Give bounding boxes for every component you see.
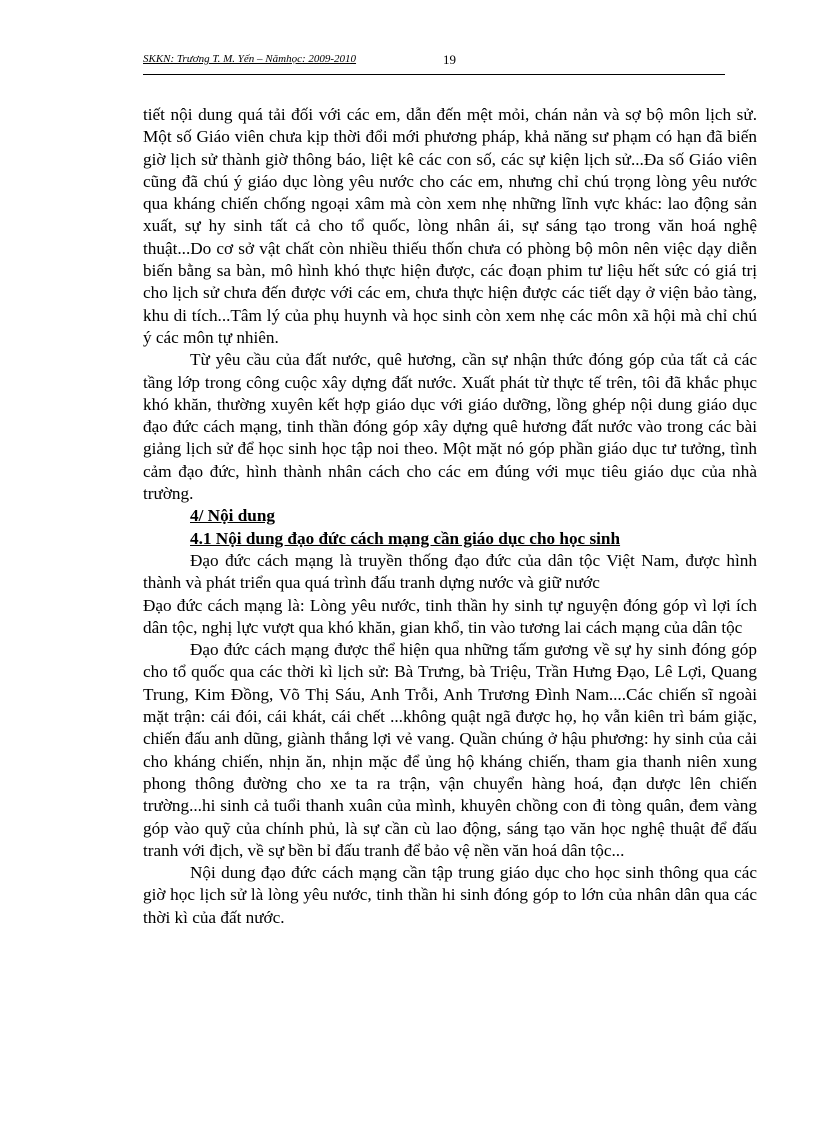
paragraph-4: Đạo đức cách mạng là: Lòng yêu nước, tinh thần hy sinh tự nguyện đóng góp vì lợi ích dân tộc, nghị lực vượt qua khó khăn, gian khổ, tin vào tương lai cách mạng của dân tộc <box>143 595 757 637</box>
paragraph-2: Từ yêu cầu của đất nước, quê hương, cần sự nhận thức đóng góp của tất cả các tầng lớp trong công cuộc xây dựng đất nước. Xuất phát từ thực tế trên, tôi đã khắc phục khó khăn, thường xuyên kết hợp giáo dục với giáo dưỡng, lồng ghép nội dung giáo dục đạo đức cách mạng, tinh thần đóng góp xây dựng quê hương đất nước vào trong các bài giảng lịch sử để học sinh học tập noi theo. Một mặt nó góp phần giáo dục tư tưởng, tình cảm đạo đức, hình thành nhân cách cho các em đúng với mục tiêu giáo dục của nhà trường. <box>143 350 757 504</box>
page-header <box>143 48 725 75</box>
paragraph-6: Nội dung đạo đức cách mạng cần tập trung giáo dục cho học sinh thông qua các giờ học lịch sử là lòng yêu nước, tinh thần hi sinh đóng góp to lớn của nhân dân qua các thời kì của đất nước. <box>143 863 757 927</box>
section-heading: 4/ Nội dung <box>190 506 276 526</box>
document-body <box>143 104 757 929</box>
paragraph-3: Đạo đức cách mạng là truyền thống đạo đức của dân tộc Việt Nam, được hình thành và phát triển qua quá trình đấu tranh dựng nước và giữ nước <box>143 550 757 593</box>
subsection-heading: 4.1 Nội dung đạo đức cách mạng cần giáo dục cho học sinh <box>190 528 621 548</box>
paragraph-5: Đạo đức cách mạng được thể hiện qua những tấm gương về sự hy sinh đóng góp cho tổ quốc qua các thời kì lịch sử: Bà Trưng, bà Triệu, Trần Hưng Đạo, Lê Lợi, Quang Trung, Kim Đồng, Võ Thị Sáu, Anh Trỗi, Anh Trương Đình Nam....Các chiến sĩ ngoài mặt trận: cái đói, cái khát, cái chết ...không quật ngã được họ, họ vẫn kiên trì bám giặc, chiến đấu anh dũng, giành thắng lợi vẻ vang. Quần chúng ở hậu phương: hy sinh của cải cho kháng chiến, nhịn ăn, nhịn mặc để ủng hộ kháng chiến, tham gia thanh niên xung phong thông đường cho xe ta ra trận, vận chuyển hàng hoá, đạn dược lên chiến trường...hi sinh cả tuổi thanh xuân của mình, khuyên chồng con đi tòng quân, đem vàng góp vào quỹ của chính phủ, là sự cần cù lao động, sáng tạo văn học nghệ thuật để đấu tranh với địch, về sự bền bỉ đấu tranh để bảo vệ nền văn hoá dân tộc... <box>143 640 757 860</box>
page-number: 19 <box>443 52 456 67</box>
paragraph-1: tiết nội dung quá tải đối với các em, dẫn đến mệt mỏi, chán nản và sợ bộ môn lịch sử. Một số Giáo viên chưa kịp thời đổi mới phương pháp, khả năng sư phạm có hạn đã biến giờ lịch sử thành giờ thông báo, liệt kê các con số, các sự kiện lịch sử...Đa số Giáo viên cũng đã chú ý giáo dục lòng yêu nước cho các em, nhưng chỉ chú trọng lòng yêu nước qua kháng chiến chống ngoại xâm mà còn xem nhẹ những lĩnh vực khác: lao động sản xuất, sự hy sinh tất cả cho tổ quốc, lòng nhân ái, sự sáng tạo trong văn hoá nghệ thuật...Do cơ sở vật chất còn nhiều thiếu thốn chưa có phòng bộ môn nên việc dạy diễn biến bằng sa bàn, mô hình khó thực hiện được, các đoạn phim tư liệu hết sức có giá trị cho lịch sử chưa đến được với các em, chưa thực hiện được các tiết dạy ở viện bảo tàng, khu di tích...Tâm lý của phụ huynh và học sinh còn xem nhẹ các môn xã hội mà chỉ chú ý các môn tự nhiên. <box>143 105 757 347</box>
header-title: SKKN: Trương T. M. Yến – Nămhọc: 2009-2010 <box>143 53 357 65</box>
